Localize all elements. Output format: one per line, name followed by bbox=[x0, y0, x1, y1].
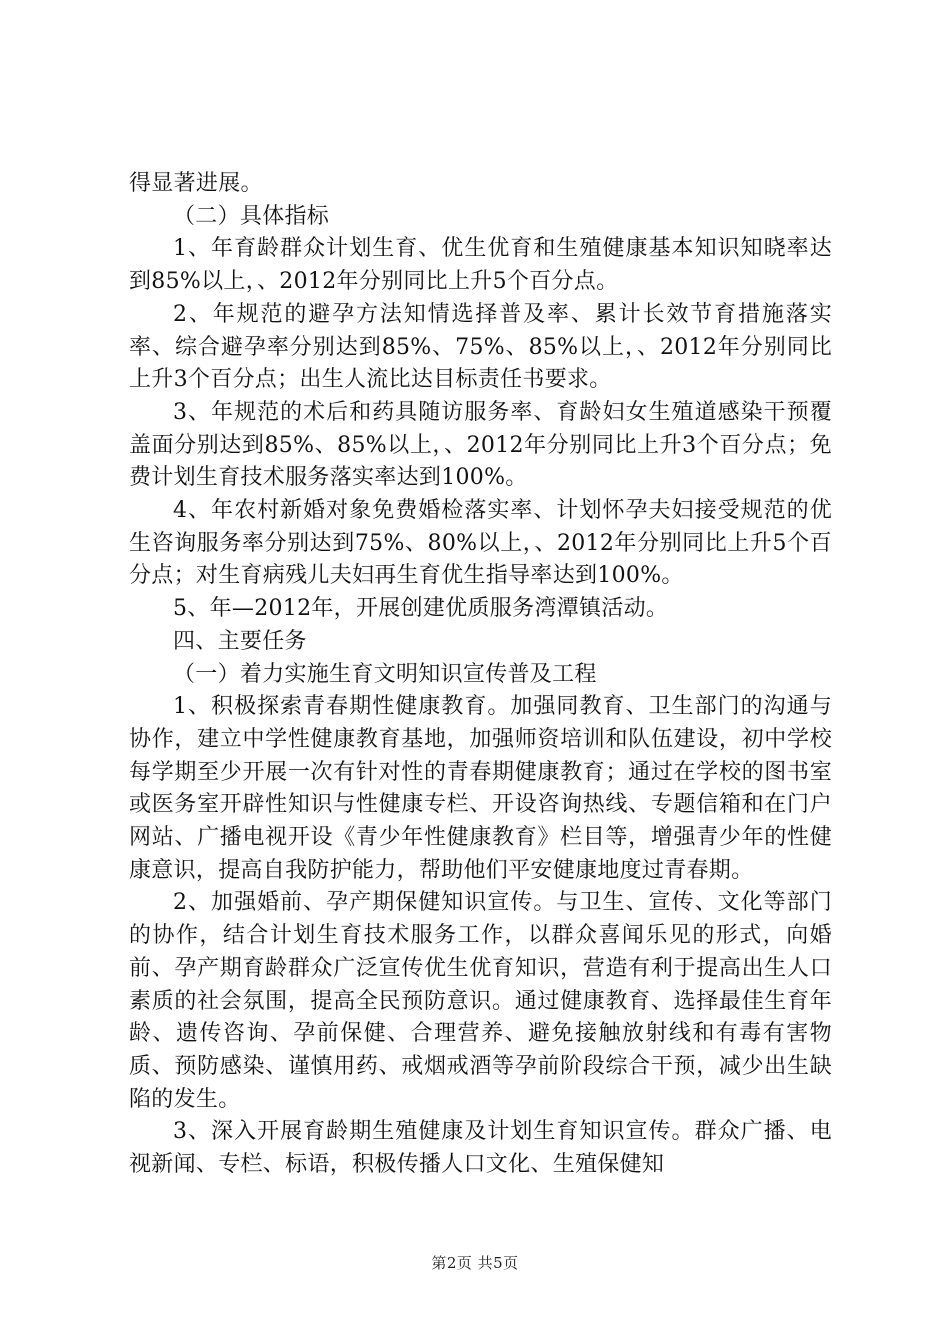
paragraph-indicator-5: 5、年—2012年，开展创建优质服务湾潭镇活动。 bbox=[173, 596, 669, 622]
section-heading-main-tasks: 四、主要任务 bbox=[173, 628, 307, 654]
paragraph-task-2: 2、加强婚前、孕产期保健知识宣传。与卫生、宣传、文化等部门的协作，结合计划生育技术服务工作，以群众喜闻乐见的形式，向婚前、孕产期育龄群众广泛宣传优生优育知识，营造有利于提高出生人口素质的社会氛围，提高全民预防意识。通过健康教育、选择最佳生育年龄、遗传咨询、孕前保健、合理营养、避免接触放射线和有毒有害物质、预防感染、谨慎用药、戒烟戒酒等孕前阶段综合干预，减少出生缺陷的发生。 bbox=[129, 890, 832, 1112]
page-number-footer: 第2页 共5页 bbox=[431, 1254, 519, 1272]
document-body bbox=[129, 168, 832, 1182]
paragraph-indicator-3: 3、年规范的术后和药具随访服务率、育龄妇女生殖道感染干预覆盖面分别达到85%、85%以上，、2012年分别同比上升3个百分点；免费计划生育技术服务落实率达到100%。 bbox=[129, 399, 832, 491]
paragraph-indicator-1: 1、年育龄群众计划生育、优生优育和生殖健康基本知识知晓率达到85%以上，、2012年分别同比上升5个百分点。 bbox=[129, 236, 832, 295]
section-heading-specific-indicators: （二）具体指标 bbox=[173, 203, 330, 229]
paragraph-task-1: 1、积极探索青春期性健康教育。加强同教育、卫生部门的沟通与协作，建立中学性健康教育基地，加强师资培训和队伍建设，初中学校每学期至少开展一次有针对性的青春期健康教育；通过在学校的图书室或医务室开辟性知识与性健康专栏、开设咨询热线、专题信箱和在门户网站、广播电视开设《青少年性健康教育》栏目等，增强青少年的性健康意识，提高自我防护能力，帮助他们平安健康地度过青春期。 bbox=[129, 694, 832, 883]
paragraph-0: 得显著进展。 bbox=[129, 171, 263, 196]
paragraph-indicator-2: 2、年规范的避孕方法知情选择普及率、累计长效节育措施落实率、综合避孕率分别达到85%、75%、85%以上，、2012年分别同比上升3个百分点；出生人流比达目标责任书要求。 bbox=[129, 301, 832, 393]
subsection-heading-knowledge-project: （一）着力实施生育文明知识宣传普及工程 bbox=[173, 661, 597, 687]
paragraph-indicator-4: 4、年农村新婚对象免费婚检落实率、计划怀孕夫妇接受规范的优生咨询服务率分别达到75%、80%以上，、2012年分别同比上升5个百分点；对生育病残儿夫妇再生育优生指导率达到100%。 bbox=[129, 498, 832, 589]
paragraph-task-3: 3、深入开展育龄期生殖健康及计划生育知识宣传。群众广播、电视新闻、专栏、标语，积极传播人口文化、生殖保健知 bbox=[129, 1119, 832, 1178]
